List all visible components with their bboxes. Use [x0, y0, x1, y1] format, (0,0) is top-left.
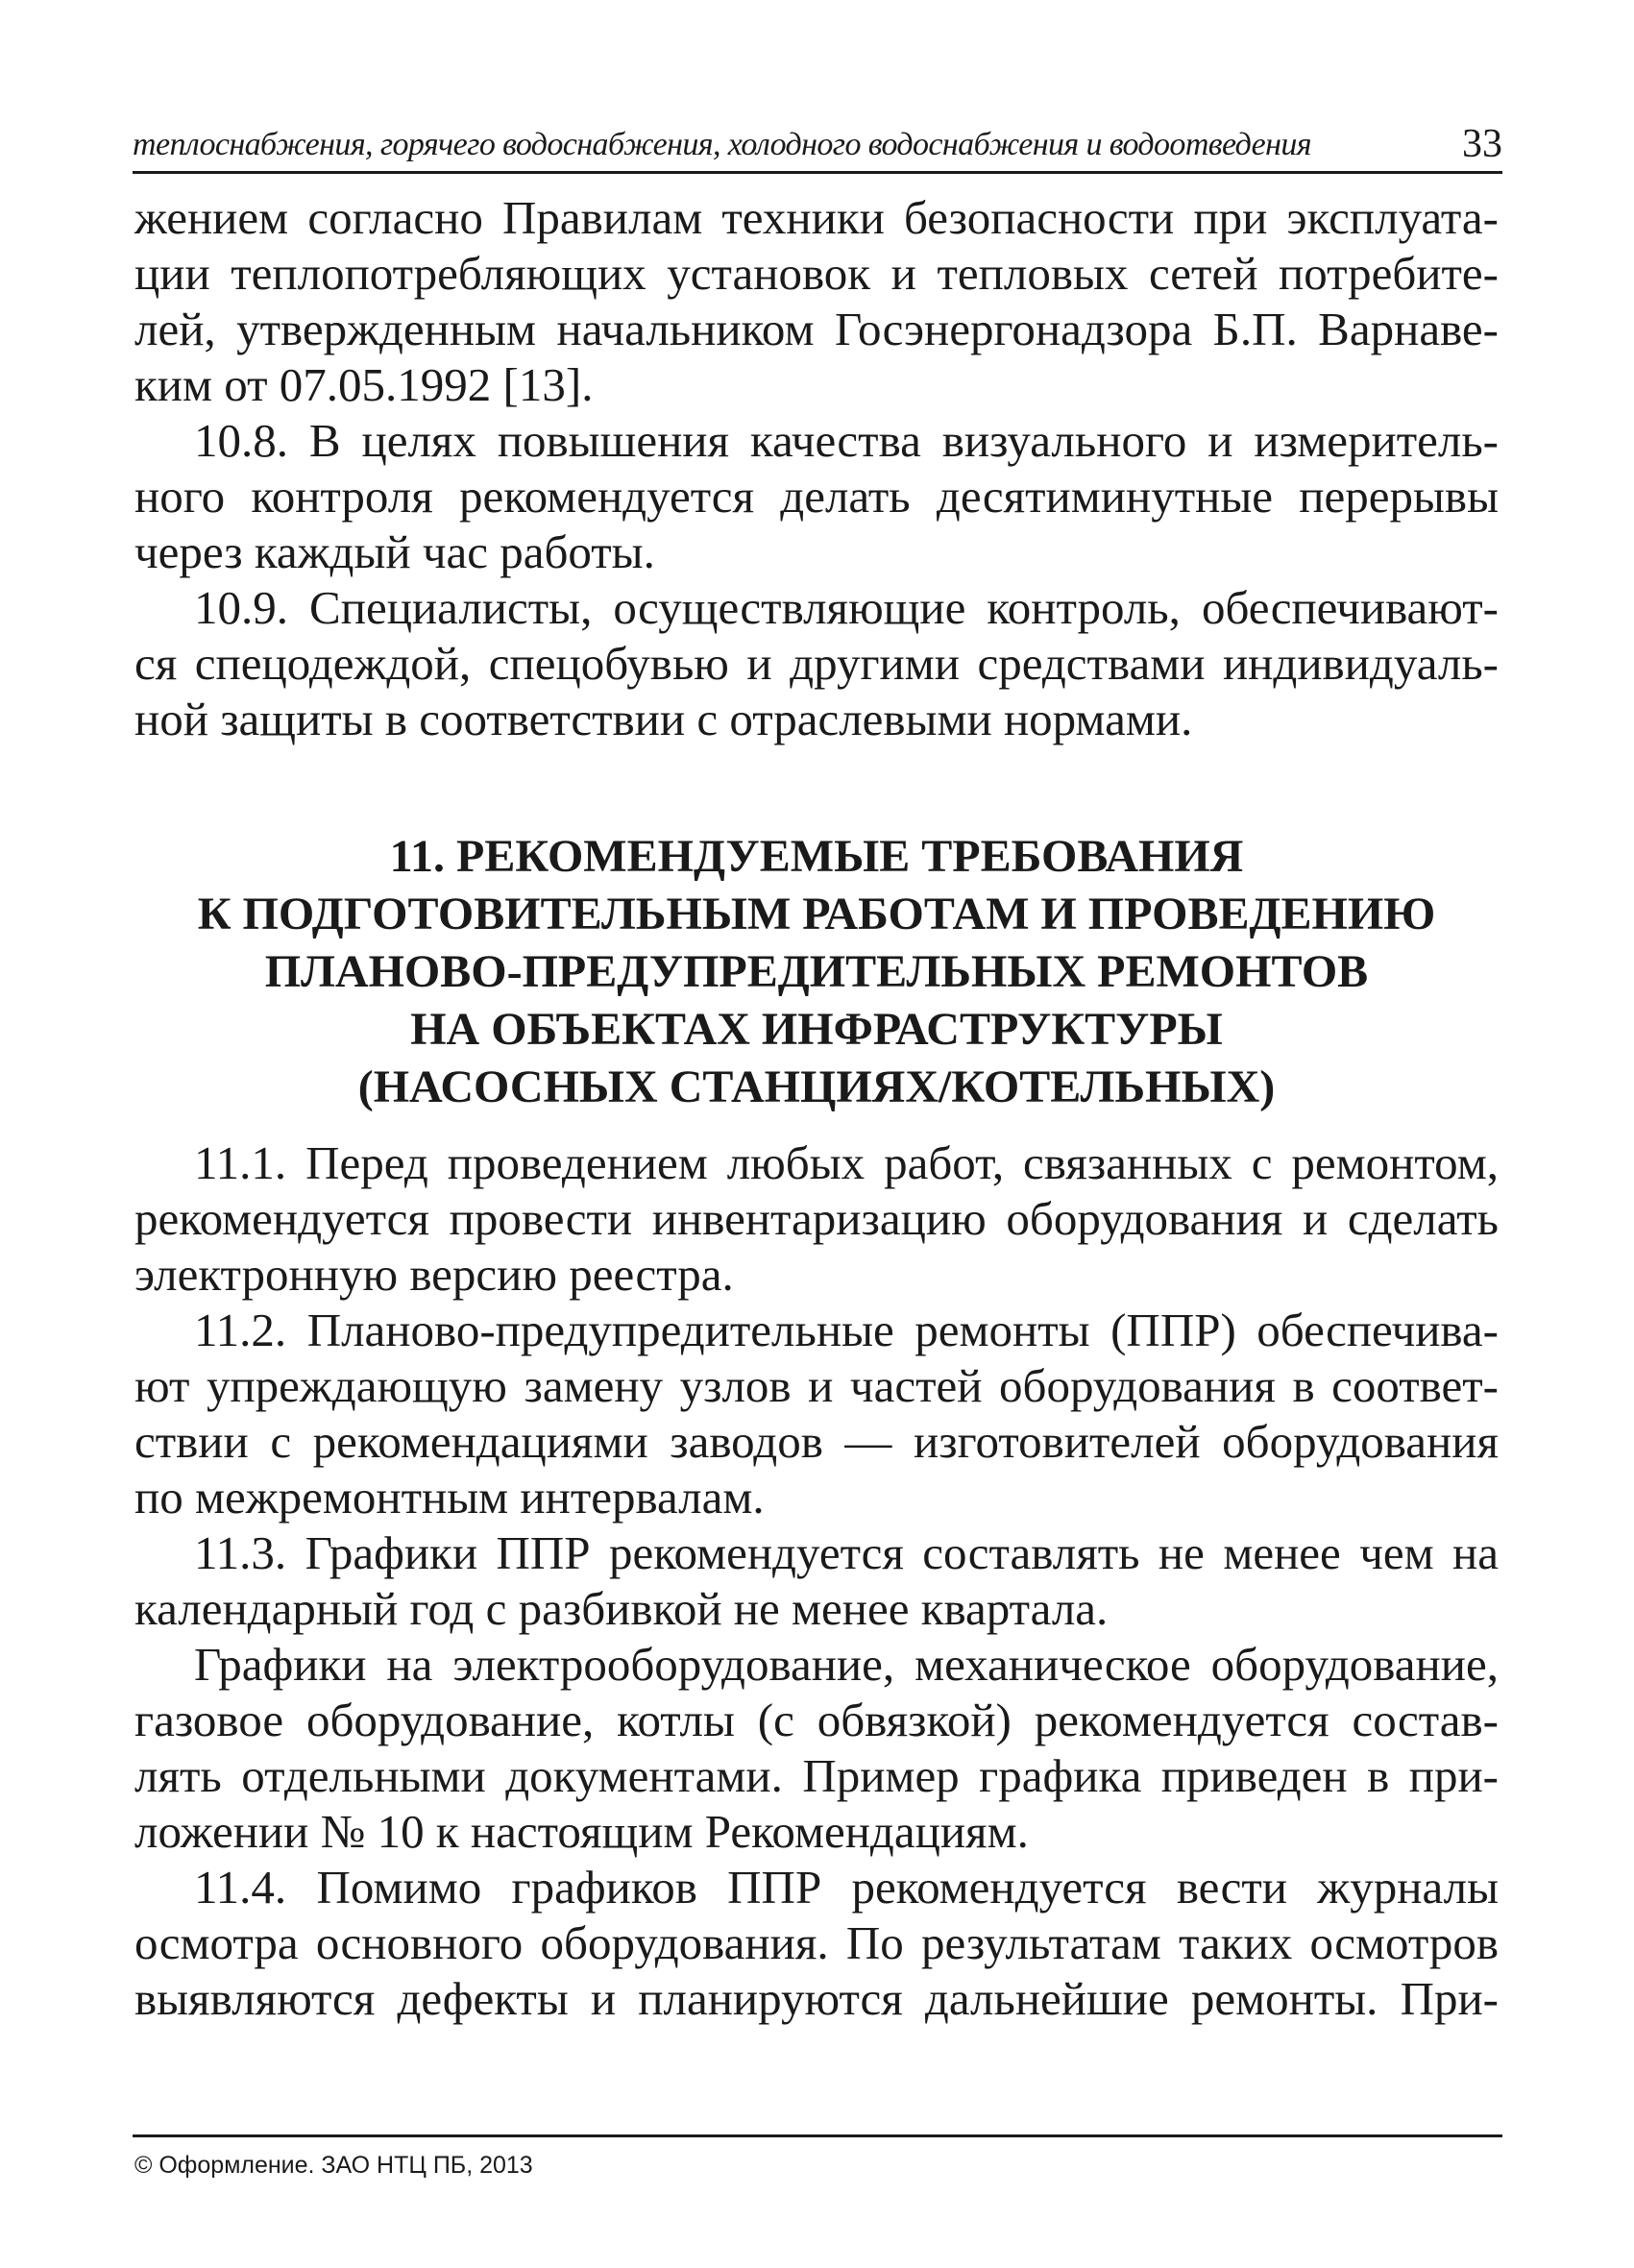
text-line: лей, утвержденным начальником Госэнергонадзора Б.П. Варнаве- [134, 303, 1499, 355]
section-heading [134, 828, 1499, 1116]
text-line: по межремонтным интервалам. [134, 1471, 765, 1524]
heading-line: НА ОБЪЕКТАХ ИНФРАСТРУКТУРЫ [410, 1004, 1223, 1055]
heading-line: (НАСОСНЫХ СТАНЦИЯХ/КОТЕЛЬНЫХ) [357, 1061, 1276, 1112]
text-line: осмотра основного оборудования. По результатам таких осмотров [134, 1916, 1499, 1969]
text-line: 11.1. Перед проведением любых работ, связанных с ремонтом, [194, 1136, 1499, 1189]
text-line: ной защиты в соответствии с отраслевыми нормами. [134, 693, 1193, 745]
text-line: лять отдельными документами. Пример графика приведен в при- [134, 1749, 1499, 1802]
text-line: 10.9. Специалисты, осуществляющие контроль, обеспечивают- [194, 581, 1499, 634]
text-line: 10.8. В целях повышения качества визуального и измеритель- [194, 414, 1499, 467]
text-line: ного контроля рекомендуется делать десятиминутные перерывы [134, 470, 1499, 523]
running-header [133, 113, 1502, 174]
text-line: 11.4. Помимо графиков ППР рекомендуется вести журналы [194, 1861, 1499, 1914]
header-title: теплоснабжения, горячего водоснабжения, холодного водоснабжения и водоотведения [133, 127, 1311, 162]
heading-line: К ПОДГОТОВИТЕЛЬНЫМ РАБОТАМ И ПРОВЕДЕНИЮ [197, 889, 1436, 939]
footer-copyright: © Оформление. ЗАО НТЦ ПБ, 2013 [134, 2152, 533, 2179]
text-line: через каждый час работы. [134, 525, 655, 578]
text-line: 11.2. Планово-предупредительные ремонты (ППР) обеспечива- [194, 1304, 1499, 1356]
text-line: жением согласно Правилам техники безопасности при эксплуата- [134, 191, 1499, 244]
text-line: 11.3. Графики ППР рекомендуется составлять не менее чем на [194, 1526, 1499, 1579]
text-line: календарный год с разбивкой не менее квартала. [134, 1582, 1109, 1635]
text-line: рекомендуется провести инвентаризацию оборудования и сделать [134, 1192, 1499, 1245]
text-line: Графики на электрооборудование, механическое оборудование, [194, 1638, 1499, 1691]
text-line: ся спецодеждой, спецобувью и другими средствами индивидуаль- [134, 637, 1499, 690]
text-line: ствии с рекомендациями заводов — изготовителей оборудования [134, 1415, 1499, 1468]
text-line: ют упреждающую замену узлов и частей оборудования в соответ- [134, 1359, 1499, 1412]
text-line: электронную версию реестра. [134, 1248, 734, 1301]
text-block-2 [134, 1135, 1499, 2027]
text-block-1 [134, 190, 1499, 747]
text-line: ким от 07.05.1992 [13]. [134, 358, 594, 411]
text-line: выявляются дефекты и планируются дальнейшие ремонты. При- [134, 1972, 1499, 2025]
text-line: газовое оборудование, котлы (с обвязкой) рекомендуется состав- [134, 1694, 1499, 1746]
heading-line: 11. РЕКОМЕНДУЕМЫЕ ТРЕБОВАНИЯ [389, 831, 1244, 882]
text-line: ции теплопотребляющих установок и тепловых сетей потребите- [134, 247, 1499, 300]
text-line: ложении № 10 к настоящим Рекомендациям. [134, 1805, 1029, 1858]
page-number: 33 [1462, 122, 1502, 166]
heading-line: ПЛАНОВО-ПРЕДУПРЕДИТЕЛЬНЫХ РЕМОНТОВ [264, 946, 1369, 997]
footer-divider [133, 2134, 1502, 2137]
